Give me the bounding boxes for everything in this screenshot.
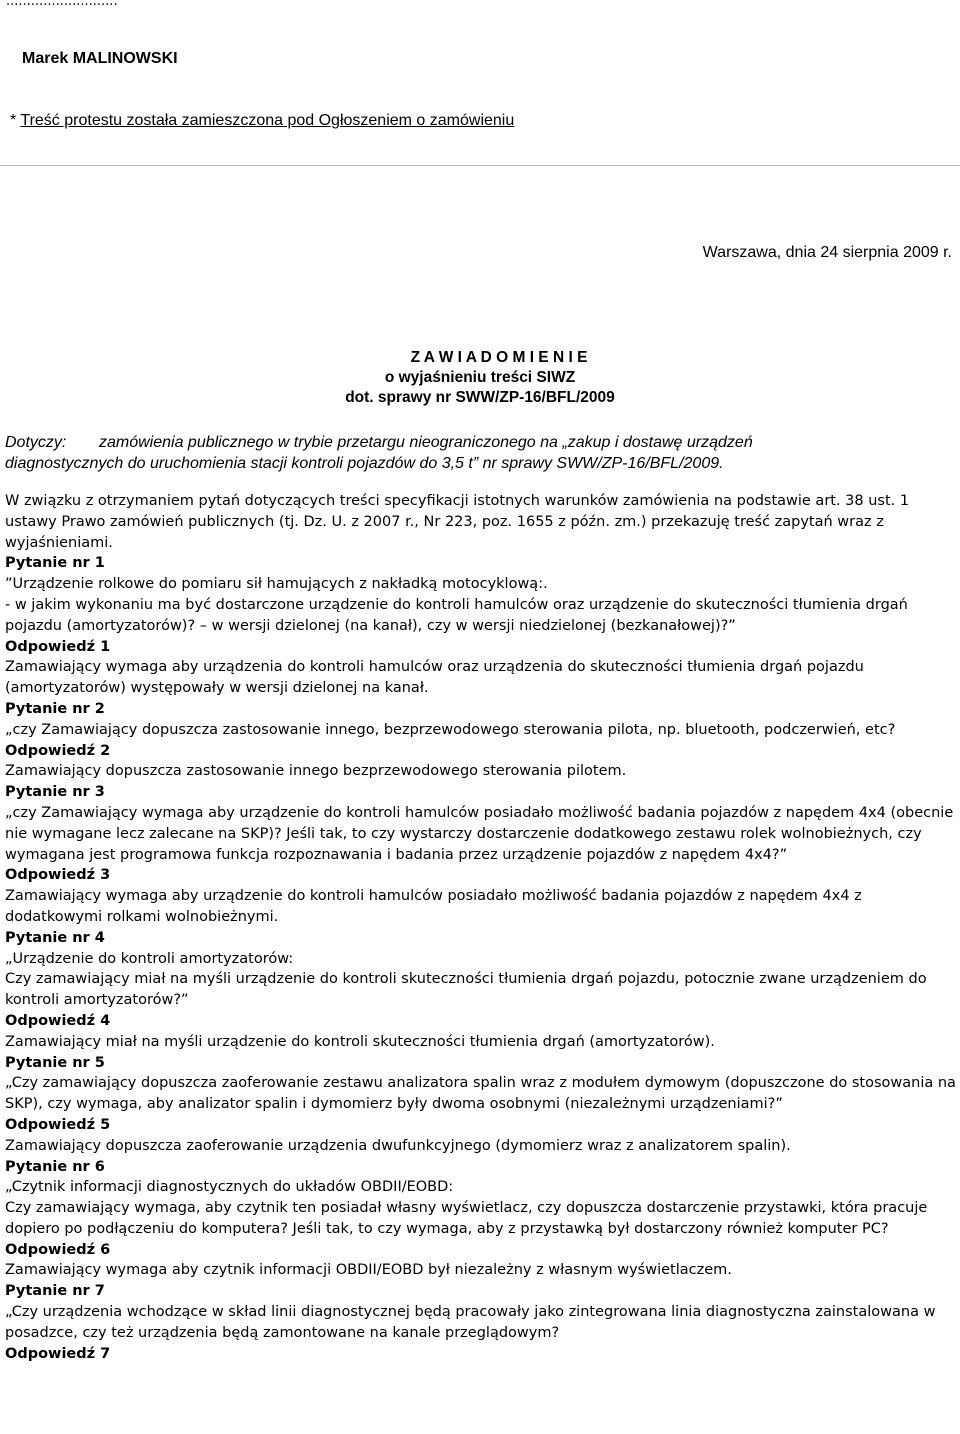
question-label: Pytanie nr 7 [5,1283,105,1300]
concerning-text-2: diagnostycznych do uruchomienia stacji kontroli pojazdów do 3,5 t” nr sprawy SWW/ZP-16/BFL/2009. [5,455,724,472]
question-label: Pytanie nr 2 [5,700,105,717]
concerning-text-1: zamówienia publicznego w trybie przetargu nieograniczonego na „zakup i dostawę urządzeń [99,434,753,451]
question-text: „Czy zamawiający dopuszcza zaoferowanie zestawu analizatora spalin wraz z modułem dymowym (dopuszczone do stosowania na SKP), czy wymaga, aby analizator spalin i dymomierz były dwoma osobnymi (niezależnymi urządzeniami?” [5,1075,956,1113]
notice-title: Z A W I A D O M I E N I E [410,349,588,366]
protest-note [10,112,514,130]
question-text: „Czy urządzenia wchodzące w skład linii diagnostycznej będą pracowały jako zintegrowana linia diagnostyczna zainstalowana w posadzce, czy też urządzenia będą zamontowane na kanale przeglądowym? [5,1304,936,1341]
question-text: „czy Zamawiający wymaga aby urządzenie do kontroli hamulców posiadało możliwość badania pojazdów z napędem 4x4 (obecnie nie wymagane lecz zalecane na SKP)? Jeśli tak, to czy wystarczy dostarczenie dodatkowego zestawu rolek wolnobieżnych, czy wymagana jest programowa funkcja rozpoznawania i badania przez urządzenie pojazdów z napędem 4x4?” [5,804,954,863]
answer-text: Zamawiający miał na myśli urządzenie do kontroli skuteczności tłumienia drgań (amortyzatorów). [5,1033,715,1050]
dateline: Warszawa, dnia 24 sierpnia 2009 r. [702,244,952,261]
question-label: Pytanie nr 6 [5,1158,105,1175]
answer-text: Zamawiający dopuszcza zastosowanie innego bezprzewodowego sterowania pilotem. [5,763,627,780]
question-text: „Czytnik informacji diagnostycznych do układów OBDII/EOBD: [5,1179,454,1196]
question-label: Pytanie nr 4 [5,929,105,946]
top-dots: ........................... [6,0,118,9]
concerning-label: Dotyczy: [5,434,67,451]
answer-label: Odpowiedź 3 [5,867,111,884]
question-text: Czy zamawiający wymaga, aby czytnik ten posiadał własny wyświetlacz, czy dopuszcza dostarczenie przystawki, która pracuje dopiero po podłączeniu do komputera? Jeśli tak, to czy wymaga, aby z przystawką był dostarczony również komputer PC? [5,1200,928,1237]
intro-paragraph: W związku z otrzymaniem pytań dotyczących treści specyfikacji istotnych warunków zamówienia na podstawie art. 38 ust. 1 ustawy Prawo zamówień publicznych (tj. Dz. U. z 2007 r., Nr 223, poz. 1655 z późn. zm.) przekazuję treść zapytań wraz z wyjaśnieniami. [5,493,910,551]
question-text: „Urządzenie do kontroli amortyzatorów: [5,950,294,967]
question-text: - w jakim wykonaniu ma być dostarczone urządzenie do kontroli hamulców oraz urządzenie do skuteczności tłumienia drgań pojazdu (amortyzatorów)? – w wersji dzielonej (na kanał), czy w wersji niedzielonej (bezkanałowej)?” [5,596,908,634]
question-label: Pytanie nr 3 [5,784,105,801]
question-label: Pytanie nr 5 [5,1054,105,1071]
answer-label: Odpowiedź 7 [5,1345,111,1362]
notice-header [0,348,960,408]
note-prefix: * [10,112,21,129]
question-text: Czy zamawiający miał na myśli urządzenie do kontroli skuteczności tłumienia drgań pojazdu, potocznie zwane urządzeniem do kontroli amortyzatorów?” [5,971,927,1009]
answer-text: Zamawiający wymaga aby urządzenia do kontroli hamulców oraz urządzenia do skuteczności tłumienia drgań pojazdu (amortyzatorów) występowały w wersji dzielonej na kanał. [5,659,864,697]
notice-subtitle: o wyjaśnieniu treści SIWZ [384,369,576,386]
divider [0,165,960,166]
concerning-block [5,432,955,474]
answer-label: Odpowiedź 6 [5,1241,111,1258]
protest-link[interactable]: Treść protestu została zamieszczona pod Ogłoszeniem o zamówieniu [20,112,515,129]
question-text: „czy Zamawiający dopuszcza zastosowanie innego, bezprzewodowego sterowania pilota, np. bluetooth, podczerwień, etc? [5,721,896,738]
answer-text: Zamawiający wymaga aby czytnik informacji OBDII/EOBD był niezależny z własnym wyświetlaczem. [5,1262,732,1279]
answer-text: Zamawiający wymaga aby urządzenie do kontroli hamulców posiadało możliwość badania pojazdów z napędem 4x4 z dodatkowymi rolkami wolnobieżnymi. [5,888,862,925]
answer-label: Odpowiedź 5 [5,1116,111,1133]
author-name: Marek MALINOWSKI [22,50,178,67]
question-label: Pytanie nr 1 [5,555,105,572]
answer-text: Zamawiający dopuszcza zaoferowanie urządzenia dwufunkcyjnego (dymomierz wraz z analizatorem spalin). [5,1137,791,1154]
case-number: dot. sprawy nr SWW/ZP-16/BFL/2009 [345,389,615,406]
qa-list [5,553,957,1364]
answer-label: Odpowiedź 2 [5,742,111,759]
answer-label: Odpowiedź 1 [5,638,111,655]
answer-label: Odpowiedź 4 [5,1012,111,1029]
question-text: ”Urządzenie rolkowe do pomiaru sił hamujących z nakładką motocyklową:. [5,576,548,593]
document-body [5,491,957,1364]
